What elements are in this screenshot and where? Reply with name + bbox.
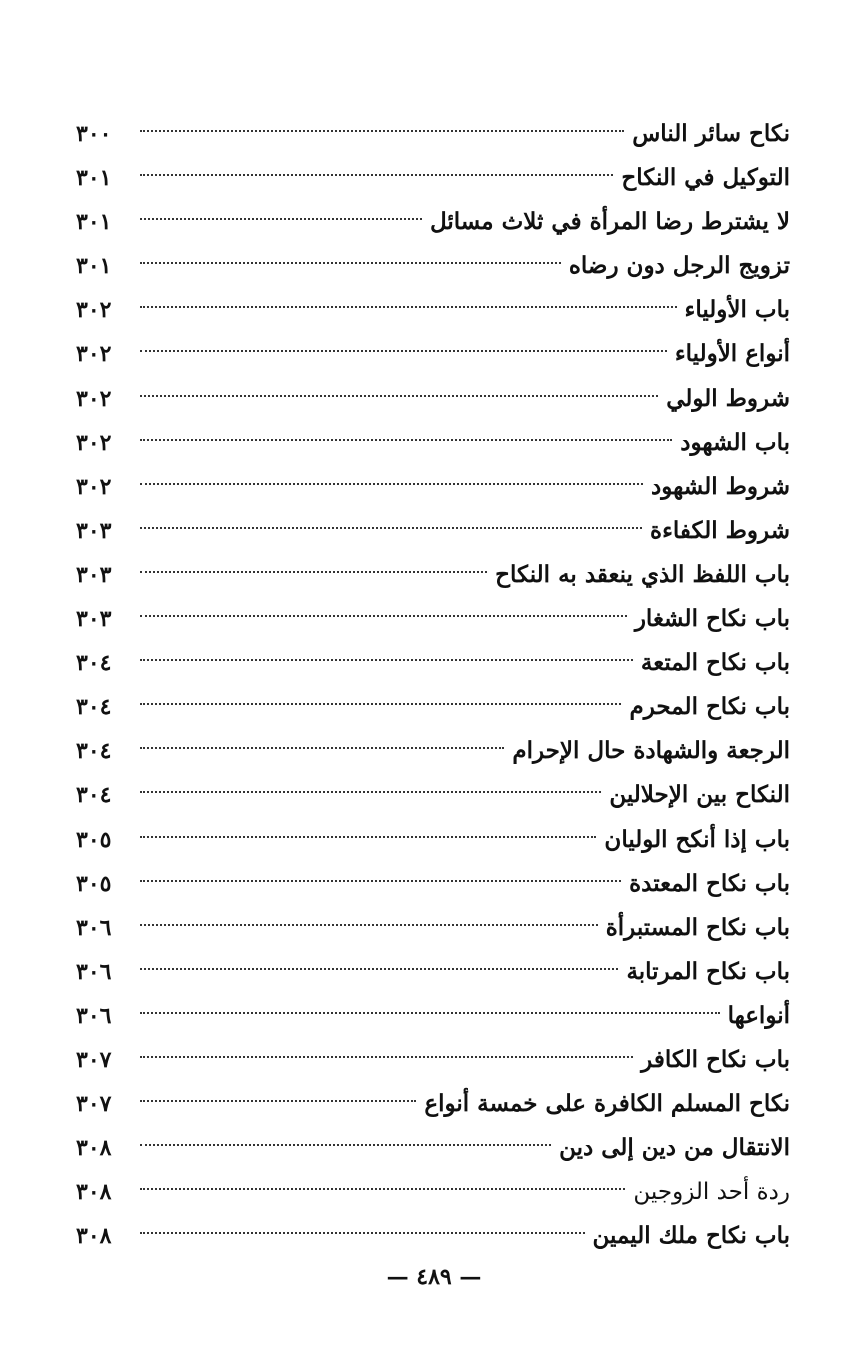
- toc-entry-page-number: ٣٠٣: [76, 606, 112, 633]
- toc-entry: [76, 465, 790, 509]
- toc-entry: [76, 288, 790, 332]
- dot-leader: [140, 262, 561, 264]
- dot-leader: [140, 1188, 625, 1190]
- toc-entry: [76, 200, 790, 244]
- toc-entry: [76, 1082, 790, 1126]
- toc-entry-title: باب نكاح المرتابة: [626, 957, 790, 985]
- toc-entry-page-number: ٣٠٢: [76, 297, 112, 324]
- toc-entry: [76, 994, 790, 1038]
- toc-entry: [76, 641, 790, 685]
- toc-entry-title: باب الشهود: [680, 428, 790, 456]
- toc-entry-page-number: ٣٠٣: [76, 561, 112, 588]
- dot-leader: [140, 747, 504, 749]
- toc-entry: [76, 862, 790, 906]
- toc-entry: [76, 906, 790, 950]
- toc-entry-page-number: ٣٠٢: [76, 429, 112, 456]
- page-number: — ٤٨٩ —: [386, 1264, 482, 1290]
- toc-entry-title: نكاح المسلم الكافرة على خمسة أنواع: [424, 1090, 790, 1118]
- toc-entry-title: تزويج الرجل دون رضاه: [568, 252, 790, 280]
- toc-entry-page-number: ٣٠٦: [76, 914, 112, 941]
- toc-entry: [76, 377, 790, 421]
- toc-entry: [76, 773, 790, 817]
- toc-entry-title: أنواعها: [727, 1001, 790, 1029]
- toc-entry: [76, 1126, 790, 1170]
- toc-entry-title: التوكيل في النكاح: [621, 164, 790, 192]
- toc-entry: [76, 597, 790, 641]
- dot-leader: [140, 130, 624, 132]
- toc-entry-page-number: ٣٠٢: [76, 385, 112, 412]
- toc-entry-title: باب نكاح المتعة: [640, 649, 790, 677]
- toc-entry-page-number: ٣٠٦: [76, 1002, 112, 1029]
- toc-entry-title: باب نكاح المعتدة: [629, 869, 790, 897]
- dot-leader: [140, 306, 677, 308]
- toc-entry-page-number: ٣٠٤: [76, 738, 112, 765]
- dot-leader: [140, 395, 658, 397]
- toc-entry-title: باب نكاح المستبرأة: [605, 913, 790, 941]
- dot-leader: [140, 924, 598, 926]
- toc-entry: [76, 244, 790, 288]
- toc-entry-page-number: ٣٠٧: [76, 1046, 112, 1073]
- toc-entry-page-number: ٣٠٨: [76, 1223, 112, 1250]
- dot-leader: [140, 1144, 551, 1146]
- dot-leader: [140, 571, 487, 573]
- toc-entry-page-number: ٣٠٧: [76, 1091, 112, 1118]
- dot-leader: [140, 880, 621, 882]
- toc-entry-title: لا يشترط رضا المرأة في ثلاث مسائل: [429, 208, 790, 236]
- dot-leader: [140, 483, 643, 485]
- dot-leader: [140, 703, 621, 705]
- toc-entry-page-number: ٣٠٤: [76, 650, 112, 677]
- toc-entry-title: باب الأولياء: [684, 296, 790, 324]
- toc-entry-page-number: ٣٠٢: [76, 473, 112, 500]
- toc-entry: [76, 950, 790, 994]
- toc-entry: [76, 1038, 790, 1082]
- toc-entry: [76, 332, 790, 376]
- toc-entry-page-number: ٣٠٨: [76, 1135, 112, 1162]
- dot-leader: [140, 350, 667, 352]
- toc-entry-page-number: ٣٠٢: [76, 341, 112, 368]
- toc-entry-page-number: ٣٠٦: [76, 958, 112, 985]
- toc-entry: [76, 156, 790, 200]
- toc-entry-title: ردة أحد الزوجين: [633, 1179, 790, 1206]
- toc-entry-title: شروط الشهود: [651, 472, 790, 500]
- toc-entry-title: باب نكاح ملك اليمين: [592, 1222, 790, 1250]
- toc-entry-page-number: ٣٠٥: [76, 870, 112, 897]
- dot-leader: [140, 836, 596, 838]
- dot-leader: [140, 1232, 585, 1234]
- toc-entry-title: أنواع الأولياء: [674, 340, 790, 368]
- toc-entry: [76, 421, 790, 465]
- dot-leader: [140, 174, 613, 176]
- toc-entry-page-number: ٣٠٤: [76, 782, 112, 809]
- toc-entry-title: باب اللفظ الذي ينعقد به النكاح: [495, 560, 790, 588]
- toc-entry-title: الانتقال من دين إلى دين: [559, 1134, 790, 1162]
- toc-entry: [76, 509, 790, 553]
- toc-entry-title: النكاح بين الإحلالين: [609, 781, 790, 809]
- toc-entry-page-number: ٣٠٥: [76, 826, 112, 853]
- toc-entry-title: باب إذا أنكح الوليان: [604, 825, 790, 853]
- toc-entry-title: باب نكاح الكافر: [641, 1045, 790, 1073]
- toc-entry-page-number: ٣٠١: [76, 165, 112, 192]
- dot-leader: [140, 968, 618, 970]
- toc-entry-title: شروط الولي: [666, 384, 790, 412]
- toc-entry-page-number: ٣٠٤: [76, 694, 112, 721]
- toc-entry-title: نكاح سائر الناس: [632, 120, 790, 147]
- toc-entry-page-number: ٣٠٣: [76, 517, 112, 544]
- dot-leader: [140, 439, 672, 441]
- dot-leader: [140, 1100, 416, 1102]
- toc-entry: [76, 685, 790, 729]
- toc-entry-page-number: ٣٠٨: [76, 1179, 112, 1206]
- toc-entry-title: باب نكاح الشغار: [634, 605, 790, 633]
- toc-entry-page-number: ٣٠١: [76, 209, 112, 236]
- dot-leader: [140, 659, 633, 661]
- toc-entry: [76, 1170, 790, 1214]
- dot-leader: [140, 527, 642, 529]
- toc-entry: [76, 553, 790, 597]
- toc-entry-title: شروط الكفاءة: [650, 516, 790, 544]
- toc-entry-title: الرجعة والشهادة حال الإحرام: [512, 737, 790, 765]
- toc-entry: [76, 1214, 790, 1258]
- dot-leader: [140, 615, 627, 617]
- dot-leader: [140, 1056, 633, 1058]
- table-of-contents: [76, 112, 790, 1258]
- dot-leader: [140, 791, 601, 793]
- toc-entry: [76, 729, 790, 773]
- toc-entry-title: باب نكاح المحرم: [629, 693, 790, 721]
- toc-entry: [76, 112, 790, 156]
- toc-entry-page-number: ٣٠١: [76, 253, 112, 280]
- dot-leader: [140, 1012, 720, 1014]
- dot-leader: [140, 218, 422, 220]
- toc-entry: [76, 818, 790, 862]
- toc-entry-page-number: ٣٠٠: [76, 121, 112, 147]
